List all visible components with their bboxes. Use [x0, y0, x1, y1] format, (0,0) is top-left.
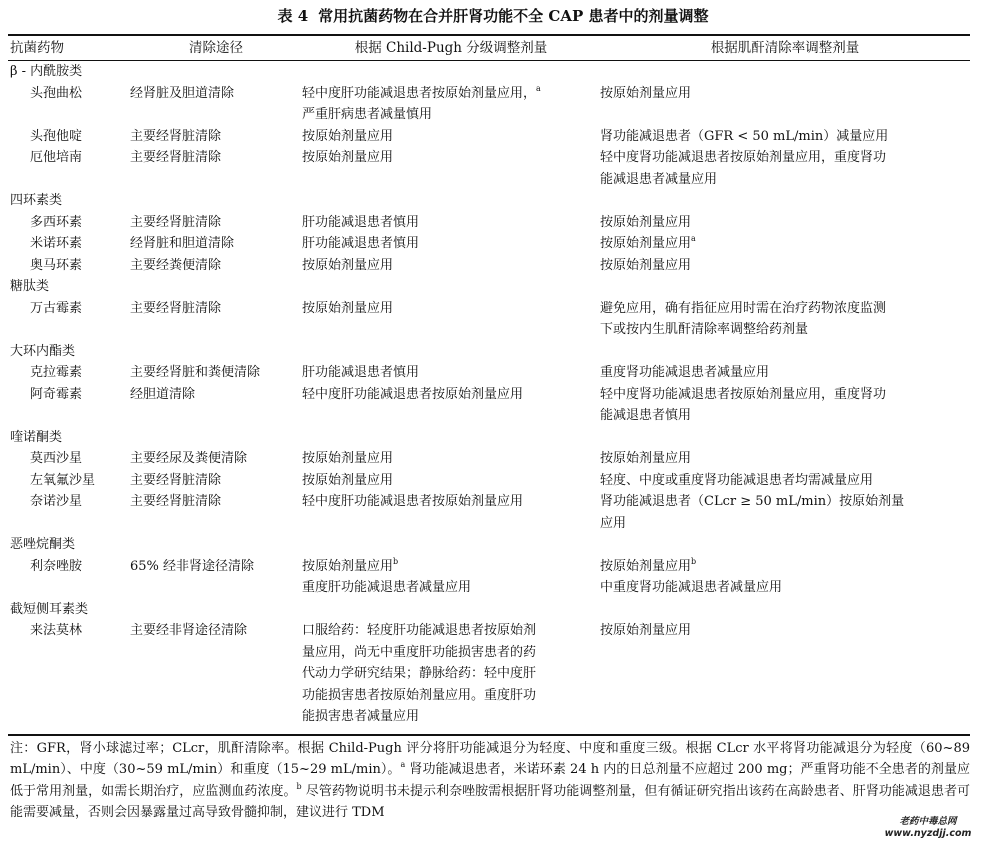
cell-line: 肝功能减退患者慎用 — [302, 365, 420, 380]
cell-line: 按原始剂量应用 — [600, 236, 692, 251]
cell-line: 肾功能减退患者（GFR < 50 mL/min）减量应用 — [600, 128, 889, 144]
table-title: 常用抗菌药物在合并肝肾功能不全 CAP 患者中的剂量调整 — [318, 7, 709, 25]
cell-line: 按原始剂量应用 — [302, 451, 394, 466]
clearance-route: 主要经肾脏清除 — [130, 214, 222, 230]
cell-line: 按原始剂量应用 — [302, 257, 394, 273]
child-pugh-adjustment — [302, 126, 600, 148]
clearance-route: 经肾脏和胆道清除 — [130, 236, 235, 251]
category-label: 喹诺酮类 — [10, 429, 63, 445]
drug-name: 奥马环素 — [30, 257, 83, 273]
header-drug: 抗菌药物 — [10, 40, 64, 56]
watermark-name: 老药中毒总网 — [899, 816, 957, 827]
footnote-marker: a — [536, 83, 541, 93]
child-pugh-adjustment — [302, 448, 600, 470]
cell-line: 按原始剂量应用 — [302, 128, 394, 144]
drug-name: 左氧氟沙星 — [30, 472, 96, 488]
cell-line: 肝功能减退患者慎用 — [302, 236, 420, 251]
category-label: 恶唑烷酮类 — [10, 537, 76, 552]
cell-line: 能减退患者减量应用 — [600, 171, 718, 187]
footnote-a-text: 肾功能减退患者，米诺环素 24 h 内的日总剂量不应超过 200 mg；严重肾功能不全患者的剂量应低于常用剂量，如需长期治疗，应监测血药浓度。 — [10, 762, 971, 799]
child-pugh-adjustment — [302, 255, 600, 277]
header-row — [10, 37, 970, 60]
cell-line: 按原始剂量应用 — [600, 451, 692, 466]
child-pugh-adjustment — [302, 470, 600, 492]
drug-name: 多西环素 — [30, 214, 83, 230]
crcl-adjustment — [600, 556, 970, 599]
table-footnote — [10, 738, 970, 823]
drug-name: 厄他培南 — [30, 150, 83, 165]
category-row — [10, 534, 970, 556]
crcl-adjustment — [600, 233, 970, 255]
category-label: 大环内酯类 — [10, 343, 76, 359]
table-row — [10, 448, 970, 470]
header-route: 清除途径 — [189, 40, 243, 56]
table-caption — [0, 6, 986, 26]
table-row — [10, 470, 970, 492]
drug-name: 米诺环素 — [30, 236, 83, 251]
table-row — [10, 233, 970, 255]
cell-line: 避免应用，确有指征应用时需在治疗药物浓度监测 — [600, 300, 887, 316]
cell-line: 能减退患者慎用 — [600, 408, 692, 423]
drug-name: 来法莫林 — [30, 623, 83, 638]
category-row — [10, 276, 970, 298]
footnote-marker-b: b — [296, 781, 302, 791]
child-pugh-adjustment — [302, 212, 600, 234]
table-row — [10, 556, 970, 599]
child-pugh-adjustment — [302, 83, 600, 126]
footnote-b-text: 尽管药物说明书未提示利奈唑胺需根据肝肾功能调整剂量，但有循证研究指出该药在高龄患者、肝肾功能减退患者可能需要减量，否则会因暴露量过高导致骨髓抑制，建议进行 TDM — [10, 783, 970, 820]
category-label: 糖肽类 — [10, 279, 50, 294]
clearance-route: 主要经肾脏和粪便清除 — [130, 365, 261, 380]
footnote-marker-a: a — [400, 760, 406, 770]
cell-line: 重度肾功能减退患者减量应用 — [600, 365, 770, 380]
table-body — [10, 60, 970, 728]
cell-line: 功能损害患者按原始剂量应用。重度肝功 — [302, 687, 537, 703]
category-label: 截短侧耳素类 — [10, 601, 89, 617]
clearance-route: 主要经尿及粪便清除 — [130, 451, 248, 466]
cell-line: 肾功能减退患者（CLcr ≥ 50 mL/min）按原始剂量 — [600, 494, 905, 509]
drug-name: 利奈唑胺 — [30, 558, 83, 574]
cell-line: 轻中度肾功能减退患者按原始剂量应用，重度肾功 — [600, 386, 887, 402]
crcl-adjustment — [600, 126, 970, 148]
crcl-adjustment — [600, 212, 970, 234]
crcl-adjustment — [600, 470, 970, 492]
cell-line: 按原始剂量应用 — [600, 85, 692, 101]
cell-line: 轻中度肝功能减退患者按原始剂量应用 — [302, 386, 524, 402]
drug-name: 万古霉素 — [30, 300, 83, 316]
crcl-adjustment — [600, 147, 970, 190]
bottom-rule — [8, 734, 970, 736]
cell-line: 轻度、中度或重度肾功能减退患者均需减量应用 — [600, 472, 874, 488]
crcl-adjustment — [600, 298, 970, 341]
cell-line: 重度肝功能减退患者减量应用 — [302, 580, 472, 595]
child-pugh-adjustment — [302, 556, 600, 599]
drug-name: 头孢他啶 — [30, 128, 83, 144]
category-row — [10, 599, 970, 621]
header-child-pugh: 根据 Child-Pugh 分级调整剂量 — [354, 40, 548, 56]
cell-line: 严重肝病患者减量慎用 — [302, 107, 433, 122]
cell-line: 肝功能减退患者慎用 — [302, 214, 420, 230]
cell-line: 轻中度肝功能减退患者按原始剂量应用， — [302, 85, 537, 101]
cell-line: 按原始剂量应用 — [600, 214, 692, 230]
crcl-adjustment — [600, 362, 970, 384]
clearance-route: 主要经粪便清除 — [130, 257, 222, 273]
cell-line: 能损害患者减量应用 — [302, 709, 420, 724]
drug-name: 阿奇霉素 — [30, 386, 83, 402]
crcl-adjustment — [600, 491, 970, 534]
child-pugh-adjustment — [302, 384, 600, 427]
clearance-route: 65% 经非肾途径清除 — [130, 558, 255, 574]
clearance-route: 主要经肾脏清除 — [130, 300, 222, 316]
crcl-adjustment — [600, 620, 970, 728]
table-row — [10, 255, 970, 277]
table-row — [10, 298, 970, 341]
category-label: 四环素类 — [10, 193, 63, 208]
crcl-adjustment — [600, 448, 970, 470]
child-pugh-adjustment — [302, 362, 600, 384]
drug-name: 莫西沙星 — [30, 451, 83, 466]
cell-line: 按原始剂量应用 — [600, 623, 692, 638]
table-row — [10, 620, 970, 728]
table-row — [10, 384, 970, 427]
clearance-route: 经肾脏及胆道清除 — [130, 85, 235, 101]
cell-line: 中重度肾功能减退患者减量应用 — [600, 580, 783, 595]
cell-line: 按原始剂量应用 — [302, 472, 394, 488]
table-row — [10, 83, 970, 126]
child-pugh-adjustment — [302, 491, 600, 534]
site-watermark — [870, 816, 986, 840]
child-pugh-adjustment — [302, 147, 600, 190]
cell-line: 按原始剂量应用 — [600, 257, 692, 273]
cell-line: 轻中度肾功能减退患者按原始剂量应用，重度肾功 — [600, 150, 887, 165]
clearance-route: 经胆道清除 — [130, 386, 196, 402]
footnote-marker: b — [393, 556, 399, 566]
cell-line: 量应用，尚无中重度肝功能损害患者的药 — [302, 644, 537, 660]
footnote-marker: a — [691, 234, 696, 243]
category-label: β - 内酰胺类 — [10, 64, 83, 79]
footnote-text: 注：GFR，肾小球滤过率；CLcr，肌酐清除率。根据 Child-Pugh 评分将肝功能减退分为轻度、中度和重度三级。根据 CLcr 水平将肾功能减退分为轻度（60~89 mL/min）、中度（30~59 mL/min）和重度（15~29 mL/min）。 — [10, 741, 970, 778]
category-row — [10, 190, 970, 212]
cell-line: 轻中度肝功能减退患者按原始剂量应用 — [302, 494, 524, 509]
clearance-route: 主要经肾脏清除 — [130, 494, 222, 509]
cell-line: 按原始剂量应用 — [302, 300, 394, 316]
child-pugh-adjustment — [302, 620, 600, 728]
child-pugh-adjustment — [302, 233, 600, 255]
dosage-table — [10, 37, 970, 728]
table-row — [10, 362, 970, 384]
cell-line: 按原始剂量应用 — [302, 558, 394, 574]
watermark-url: www.nyzdjj.com — [884, 828, 972, 839]
category-row — [10, 427, 970, 449]
cell-line: 口服给药：轻度肝功能减退患者按原始剂 — [302, 623, 537, 638]
drug-name: 奈诺沙星 — [30, 494, 83, 509]
table-row — [10, 147, 970, 190]
footnote-marker: b — [691, 556, 697, 566]
category-row — [10, 341, 970, 363]
top-rule — [8, 34, 970, 36]
crcl-adjustment — [600, 255, 970, 277]
drug-name: 克拉霉素 — [30, 365, 83, 380]
drug-name: 头孢曲松 — [30, 85, 83, 101]
clearance-route: 主要经肾脏清除 — [130, 128, 222, 144]
crcl-adjustment — [600, 384, 970, 427]
cell-line: 应用 — [600, 515, 627, 531]
child-pugh-adjustment — [302, 298, 600, 341]
cell-line: 代动力学研究结果；静脉给药：轻中度肝 — [302, 666, 537, 681]
table-row — [10, 491, 970, 534]
table-row — [10, 126, 970, 148]
cell-line: 按原始剂量应用 — [302, 150, 394, 165]
table-row — [10, 212, 970, 234]
header-crcl: 根据肌酐清除率调整剂量 — [710, 40, 860, 56]
table-number: 表 4 — [277, 7, 309, 25]
clearance-route: 主要经肾脏清除 — [130, 150, 222, 165]
cell-line: 下或按内生肌酐清除率调整给药剂量 — [600, 322, 809, 337]
category-row — [10, 60, 970, 83]
clearance-route: 主要经非肾途径清除 — [130, 623, 248, 638]
cell-line: 按原始剂量应用 — [600, 558, 692, 574]
clearance-route: 主要经肾脏清除 — [130, 472, 222, 488]
crcl-adjustment — [600, 83, 970, 126]
